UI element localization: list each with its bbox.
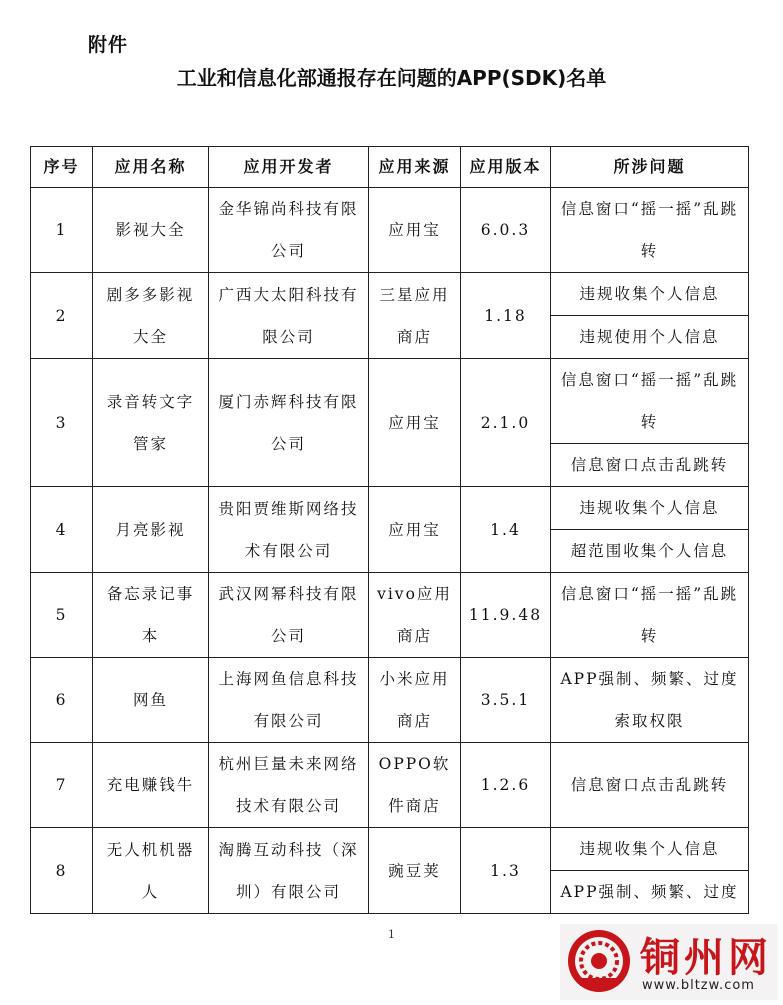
- cell-issue: 违规使用个人信息: [551, 316, 749, 359]
- page-number: 1: [388, 928, 395, 941]
- header-name: 应用名称: [93, 147, 209, 188]
- cell-source: 应用宝: [369, 487, 461, 573]
- header-issues: 所涉问题: [551, 147, 749, 188]
- cell-developer: 杭州巨量未来网络技术有限公司: [209, 743, 369, 828]
- table-row: [31, 658, 749, 743]
- cell-source: 三星应用商店: [369, 273, 461, 359]
- cell-issue: 信息窗口“摇一摇”乱跳转: [551, 573, 749, 658]
- header-version: 应用版本: [461, 147, 551, 188]
- attachment-label: 附件: [88, 34, 129, 56]
- cell-developer: 广西大太阳科技有限公司: [209, 273, 369, 359]
- cell-no: 6: [31, 658, 93, 743]
- cell-name: 录音转文字管家: [93, 359, 209, 487]
- table-row: [31, 188, 749, 273]
- watermark-name: 铜州网: [640, 935, 772, 981]
- cell-no: 8: [31, 828, 93, 914]
- cell-source: 应用宝: [369, 188, 461, 273]
- cell-developer: 贵阳贾维斯网络技术有限公司: [209, 487, 369, 573]
- cell-source: 应用宝: [369, 359, 461, 487]
- cell-version: 2.1.0: [461, 359, 551, 487]
- cell-no: 5: [31, 573, 93, 658]
- cell-no: 7: [31, 743, 93, 828]
- cell-issue: 违规收集个人信息: [551, 273, 749, 316]
- header-no: 序号: [31, 147, 93, 188]
- cell-issue: 信息窗口“摇一摇”乱跳转: [551, 359, 749, 444]
- cell-no: 1: [31, 188, 93, 273]
- cell-issue: 违规收集个人信息: [551, 487, 749, 530]
- cell-version: 6.0.3: [461, 188, 551, 273]
- cell-name: 剧多多影视大全: [93, 273, 209, 359]
- cell-version: 1.4: [461, 487, 551, 573]
- cell-issue: 违规收集个人信息: [551, 828, 749, 871]
- cell-version: 1.2.6: [461, 743, 551, 828]
- header-source: 应用来源: [369, 147, 461, 188]
- cell-issue: 信息窗口“摇一摇”乱跳转: [551, 188, 749, 273]
- cell-issue: 超范围收集个人信息: [551, 530, 749, 573]
- cell-issue: 信息窗口点击乱跳转: [551, 743, 749, 828]
- cell-developer: 金华锦尚科技有限公司: [209, 188, 369, 273]
- cell-no: 3: [31, 359, 93, 487]
- cell-version: 1.3: [461, 828, 551, 914]
- cell-source: OPPO软件商店: [369, 743, 461, 828]
- cell-no: 2: [31, 273, 93, 359]
- cell-name: 网鱼: [93, 658, 209, 743]
- table-row: [31, 828, 749, 871]
- watermark: [560, 924, 778, 1000]
- cell-version: 1.18: [461, 273, 551, 359]
- cell-name: 无人机机器人: [93, 828, 209, 914]
- cell-name: 影视大全: [93, 188, 209, 273]
- cell-developer: 淘腾互动科技（深圳）有限公司: [209, 828, 369, 914]
- table-row: [31, 359, 749, 444]
- cell-source: 豌豆荚: [369, 828, 461, 914]
- cell-no: 4: [31, 487, 93, 573]
- header-developer: 应用开发者: [209, 147, 369, 188]
- cell-developer: 上海网鱼信息科技有限公司: [209, 658, 369, 743]
- app-list-table: [30, 146, 749, 914]
- cell-developer: 武汉网幂科技有限公司: [209, 573, 369, 658]
- cell-source: 小米应用商店: [369, 658, 461, 743]
- cell-issue: APP强制、频繁、过度: [551, 871, 749, 914]
- cell-issue: 信息窗口点击乱跳转: [551, 444, 749, 487]
- cell-source: vivo应用商店: [369, 573, 461, 658]
- cell-version: 3.5.1: [461, 658, 551, 743]
- table-row: [31, 487, 749, 530]
- table-row: [31, 273, 749, 316]
- cell-version: 11.9.48: [461, 573, 551, 658]
- table-header-row: [31, 147, 749, 188]
- table-row: [31, 743, 749, 828]
- document-title: 工业和信息化部通报存在问题的APP(SDK)名单: [176, 66, 607, 90]
- watermark-url: www.bltzw.com: [642, 978, 755, 993]
- cell-name: 充电赚钱牛: [93, 743, 209, 828]
- watermark-logo-icon: [566, 928, 632, 994]
- cell-developer: 厦门赤辉科技有限公司: [209, 359, 369, 487]
- cell-name: 月亮影视: [93, 487, 209, 573]
- cell-name: 备忘录记事本: [93, 573, 209, 658]
- cell-issue: APP强制、频繁、过度索取权限: [551, 658, 749, 743]
- table-row: [31, 573, 749, 658]
